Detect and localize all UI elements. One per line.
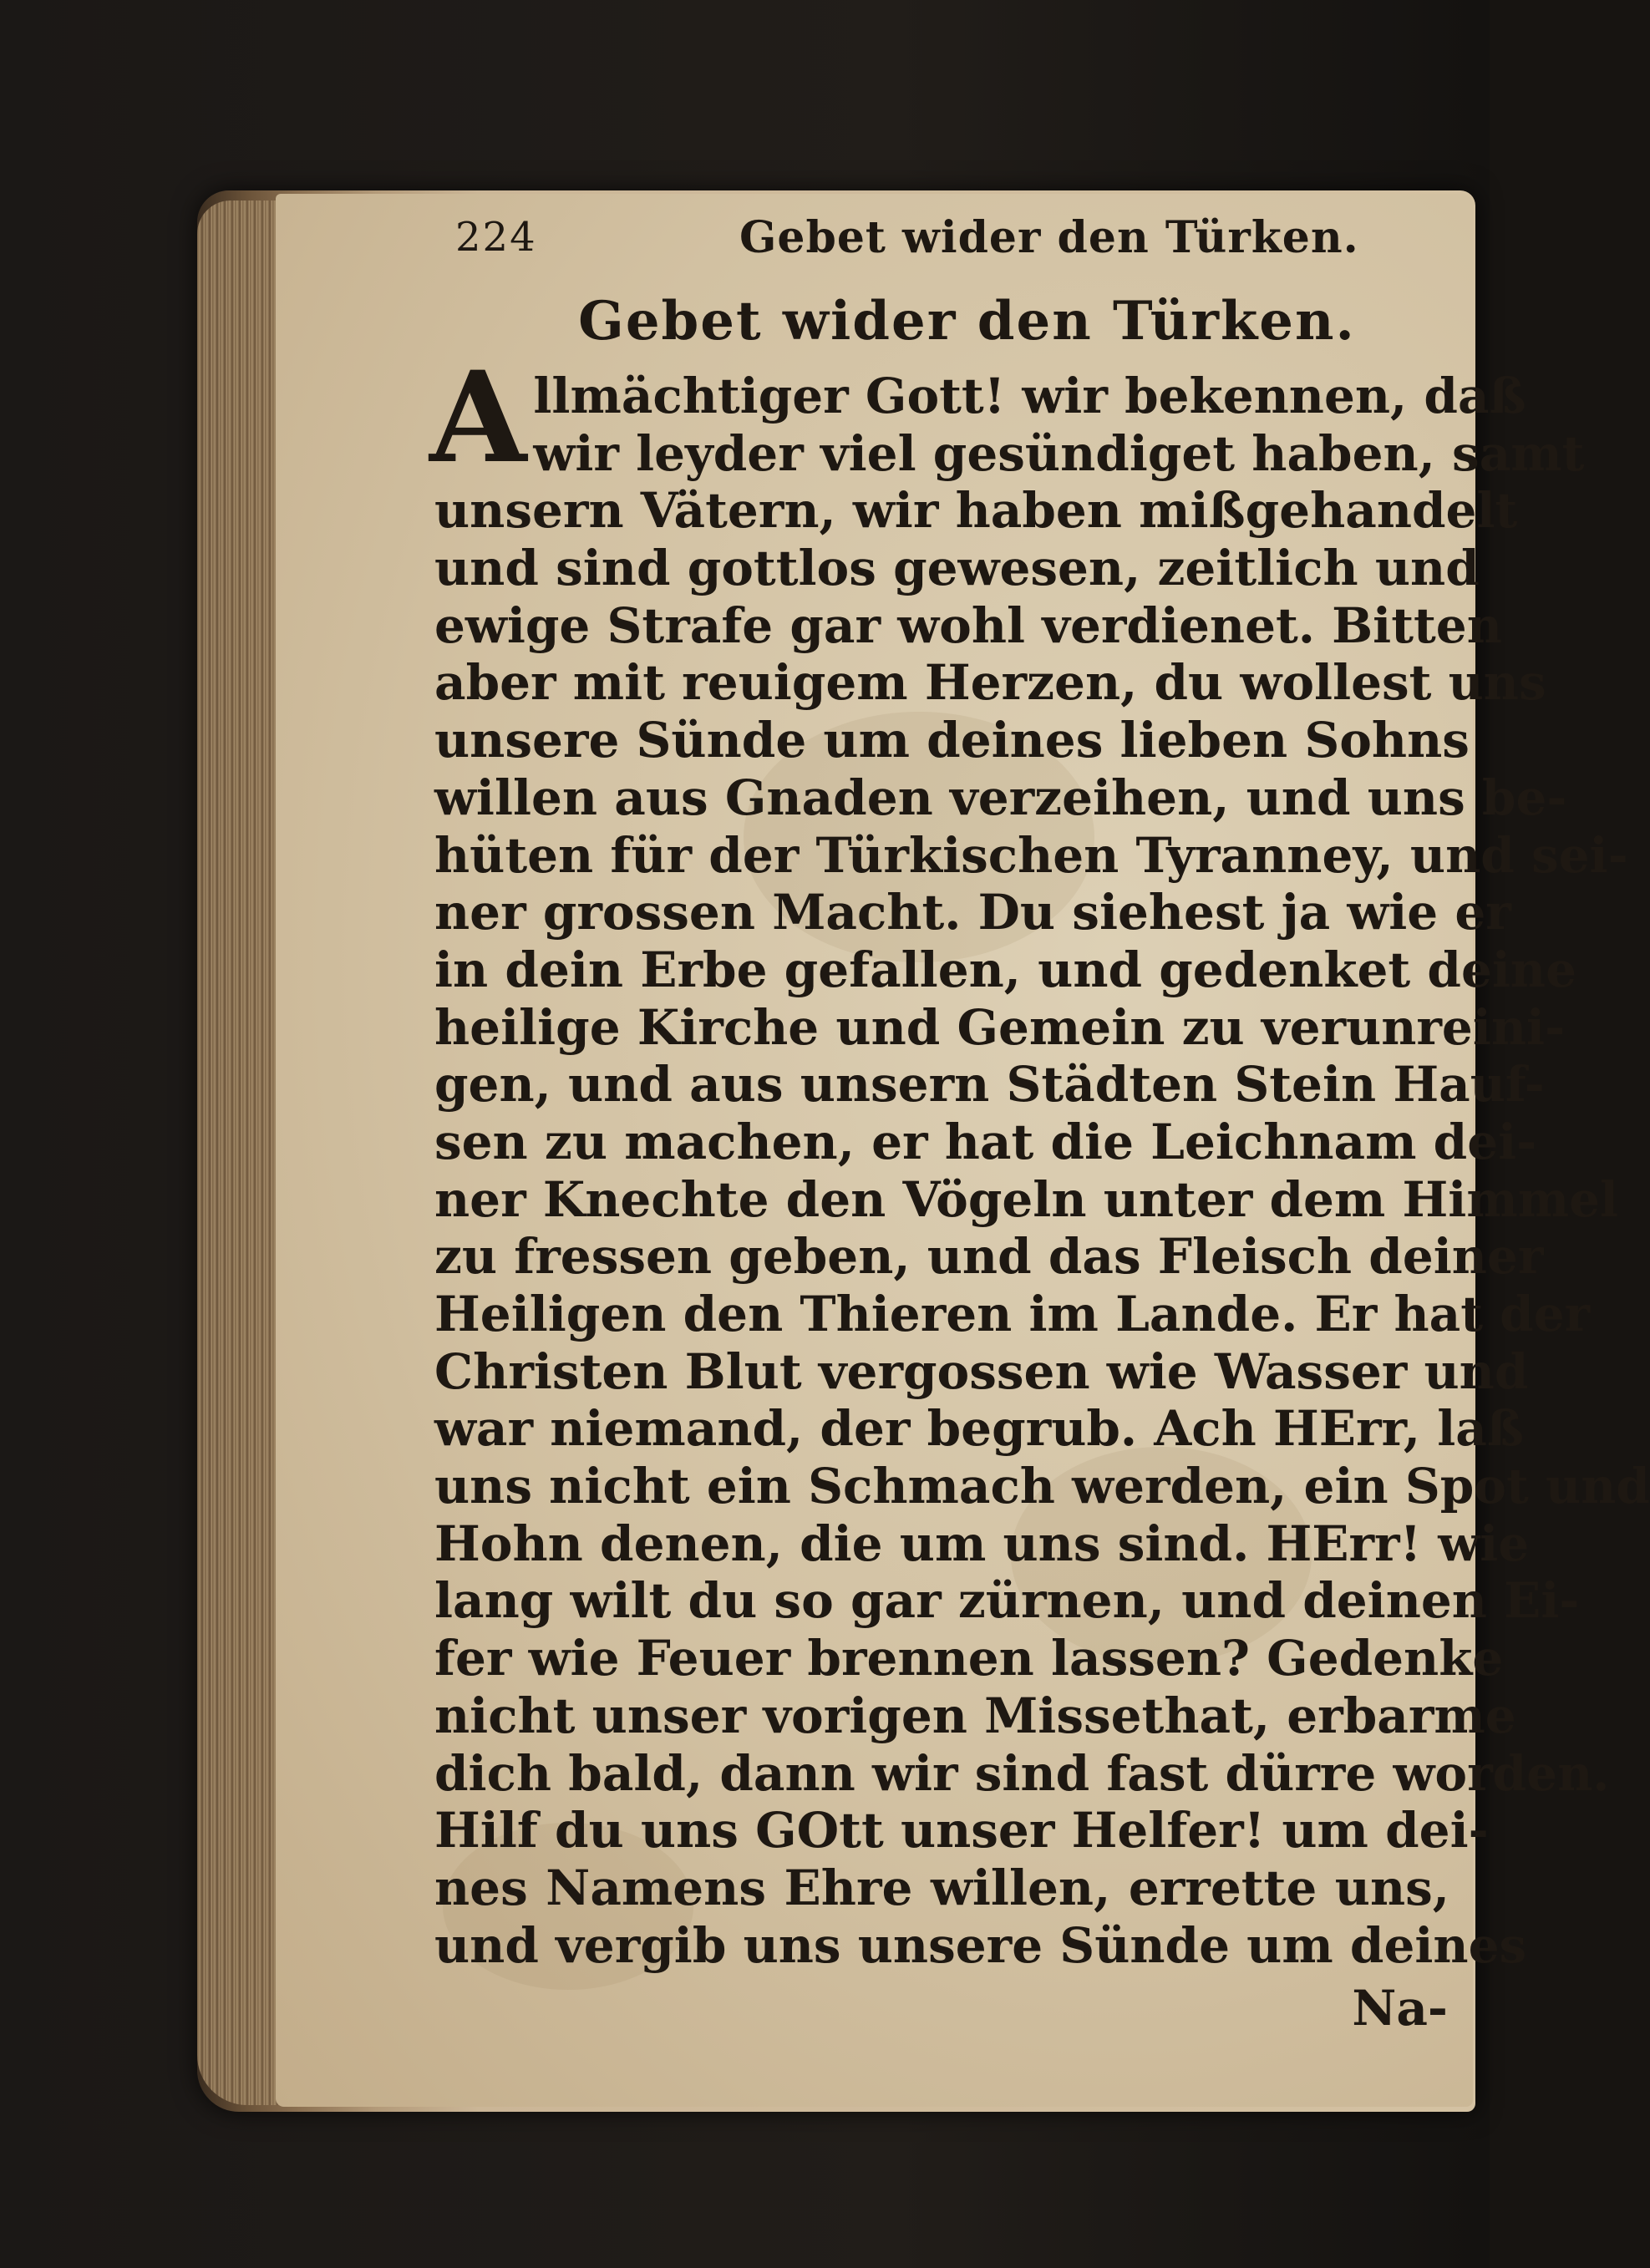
text-line: ewige Strafe gar wohl verdienet. Bitten: [434, 596, 1502, 654]
text-line: Hilf du uns GOtt unser Helfer! um dei-: [434, 1802, 1489, 1860]
text-line: willen aus Gnaden verzeihen, und uns be-: [434, 769, 1567, 826]
text-line: heilige Kirche und Gemein zu verunreini-: [434, 998, 1566, 1056]
catchword: Na-: [1352, 1980, 1448, 2037]
text-line: Hohn denen, die um uns sind. HErr! wie: [434, 1515, 1530, 1572]
text-line: uns nicht ein Schmach werden, ein Spot und: [434, 1458, 1650, 1515]
page-header: [434, 200, 1449, 276]
text-line: war niemand, der begrub. Ach HErr, laß: [434, 1400, 1524, 1458]
drop-cap: A: [429, 344, 527, 491]
text-line: gen, und aus unsern Städten Stein Hauf-: [434, 1056, 1545, 1114]
text-line: unsern Vätern, wir haben mißgehandelt: [434, 482, 1518, 540]
text-line: llmächtiger Gott! wir bekennen, daß: [533, 368, 1526, 424]
text-line: dich bald, dann wir sind fast dürre worden.: [434, 1744, 1610, 1802]
text-line: unsere Sünde um deines lieben Sohns: [434, 712, 1470, 769]
text-line: Heiligen den Thieren im Lande. Er hat der: [434, 1286, 1591, 1342]
running-head: Gebet wider den Türken.: [739, 212, 1359, 263]
text-line: sen zu machen, er hat die Leichnam dei-: [434, 1113, 1537, 1170]
page-title: Gebet wider den Türken.: [578, 290, 1356, 353]
text-line: ner grossen Macht. Du siehest ja wie er: [434, 884, 1511, 941]
text-line: und sind gottlos gewesen, zeitlich und: [434, 540, 1480, 597]
text-line: und vergib uns unsere Sünde um deines: [434, 1916, 1527, 1974]
text-line: hüten für der Türkischen Tyranney, und sei-: [434, 826, 1628, 884]
text-line: wir leyder viel gesündiget haben, samt: [533, 424, 1585, 482]
text-line: nicht unser vorigen Missethat, erbarme: [434, 1687, 1516, 1744]
text-line: aber mit reuigem Herzen, du wollest uns: [434, 654, 1546, 712]
text-line: zu fressen geben, und das Fleisch deiner: [434, 1228, 1544, 1286]
page-text: [429, 200, 1650, 1974]
text-line: fer wie Feuer brennen lassen? Gedenke: [434, 1630, 1504, 1687]
text-line: ner Knechte den Vögeln unter dem Himmel: [434, 1170, 1619, 1228]
text-line: nes Namens Ehre willen, errette uns,: [434, 1859, 1449, 1916]
text-line: Christen Blut vergossen wie Wasser und: [434, 1342, 1529, 1400]
text-line: lang wilt du so gar zürnen, und deinen Ei-: [434, 1572, 1580, 1630]
page-number: 224: [455, 214, 537, 261]
text-line: in dein Erbe gefallen, und gedenket deine: [434, 941, 1576, 998]
prayer-text: [429, 344, 1650, 1974]
